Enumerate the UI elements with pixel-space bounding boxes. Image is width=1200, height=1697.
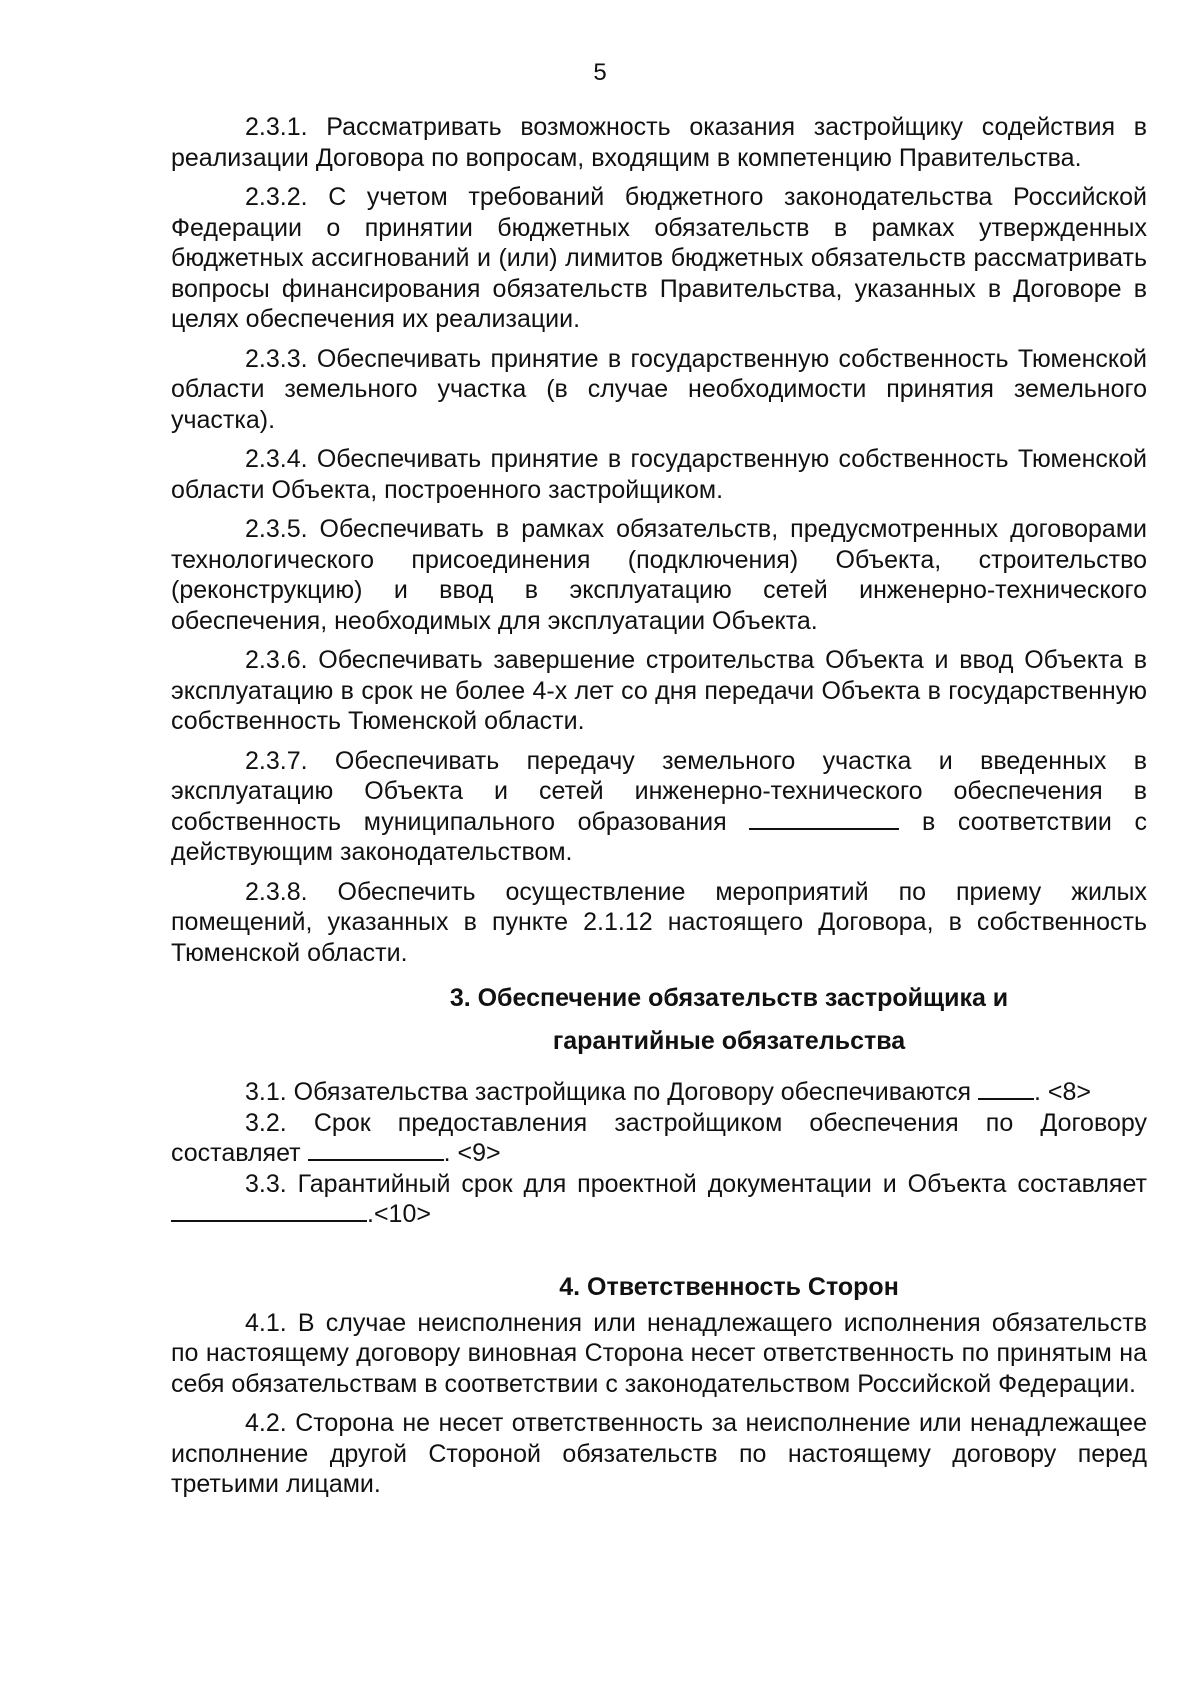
paragraph-3-3-text-a: 3.3. Гарантийный срок для проектной документации и Объекта составляет [245,1169,1147,1198]
section-3-heading-line-1: 3. Обеспечение обязательств застройщика и [449,984,1009,1012]
paragraph-2-3-2: 2.3.2. С учетом требований бюджетного законодательства Российской Федерации о принятии бюджетных обязательств в рамках утвержденных бюджетных ассигнований и (или) лимитов бюджетных обязательств рассматривать вопросы финансирования обязательств Правительства, указанных в Договоре в целях обеспечения их реализации. [171,183,1147,333]
paragraph-2-3-6: 2.3.6. Обеспечивать завершение строительства Объекта и ввод Объекта в эксплуатацию в срок не более 4-х лет со дня передачи Объекта в государственную собственность Тюменской области. [171,646,1147,735]
paragraph-4-1: 4.1. В случае неисполнения или ненадлежащего исполнения обязательств по настоящему договору виновная Сторона несет ответственность по принятым на себя обязательствам в соответствии с законодательством Российской Федерации. [171,1308,1147,1398]
paragraph-3-3-text-b: .<10> [367,1200,431,1228]
paragraph-2-3-3: 2.3.3. Обеспечивать принятие в государственную собственность Тюменской области земельного участка (в случае необходимости принятия земельного участка). [171,344,1147,434]
spacer [171,1063,1147,1077]
paragraph-2-3-7 [171,746,1147,868]
paragraph-2-3-7-text-a: 2.3.7. Обеспечивать передачу земельного участка и введенных в эксплуатацию Объекта и сетей инженерно-технического обеспечения в собственность муниципального образования [171,746,1147,836]
paragraph-3-2-text-b: . <9> [443,1139,501,1167]
paragraph-4-2: 4.2. Сторона не несет ответственность за неисполнение или ненадлежащее исполнение другой Стороной обязательств по настоящему договору перед третьими лицами. [171,1409,1147,1498]
paragraph-2-3-1: 2.3.1. Рассматривать возможность оказания застройщику содействия в реализации Договора по вопросам, входящим в компетенцию Правительства. [171,113,1147,172]
paragraph-3-3 [171,1169,1147,1230]
page-content [171,112,1147,1509]
paragraph-3-1-text-a: 3.1. Обязательства застройщика по Договору обеспечиваются [245,1078,972,1106]
section-3-heading-line-2: гарантийные обязательства [552,1027,906,1055]
spacer [171,1230,1147,1270]
municipality-blank [749,808,899,830]
paragraph-2-3-7-text-b: в соответствии с действующим законодательством. [171,807,1147,866]
term-blank [308,1139,444,1161]
paragraph-2-3-4: 2.3.4. Обеспечивать принятие в государственную собственность Тюменской области Объекта, построенного застройщиком. [171,445,1147,504]
paragraph-3-1 [171,1077,1147,1108]
paragraph-3-1-text-b: . <8> [1034,1078,1091,1106]
paragraph-3-2 [171,1108,1147,1169]
paragraph-2-3-5: 2.3.5. Обеспечивать в рамках обязательств, предусмотренных договорами технологического присоединения (подключения) Объекта, строительство (реконструкцию) и ввод в эксплуатацию сетей инженерно-технического обеспечения, необходимых для эксплуатации Объекта. [171,515,1147,635]
paragraph-3-2-text-a: 3.2. Срок предоставления застройщиком обеспечения по Договору составляет [171,1108,1147,1167]
paragraph-2-3-8: 2.3.8. Обеспечить осуществление мероприятий по приему жилых помещений, указанных в пункте 2.1.12 настоящего Договора, в собственность Тюменской области. [171,877,1147,967]
page-number: 5 [593,59,607,86]
section-4-heading: 4. Ответственность Сторон [559,1272,899,1301]
security-blank [978,1078,1034,1100]
warranty-blank [171,1200,367,1222]
